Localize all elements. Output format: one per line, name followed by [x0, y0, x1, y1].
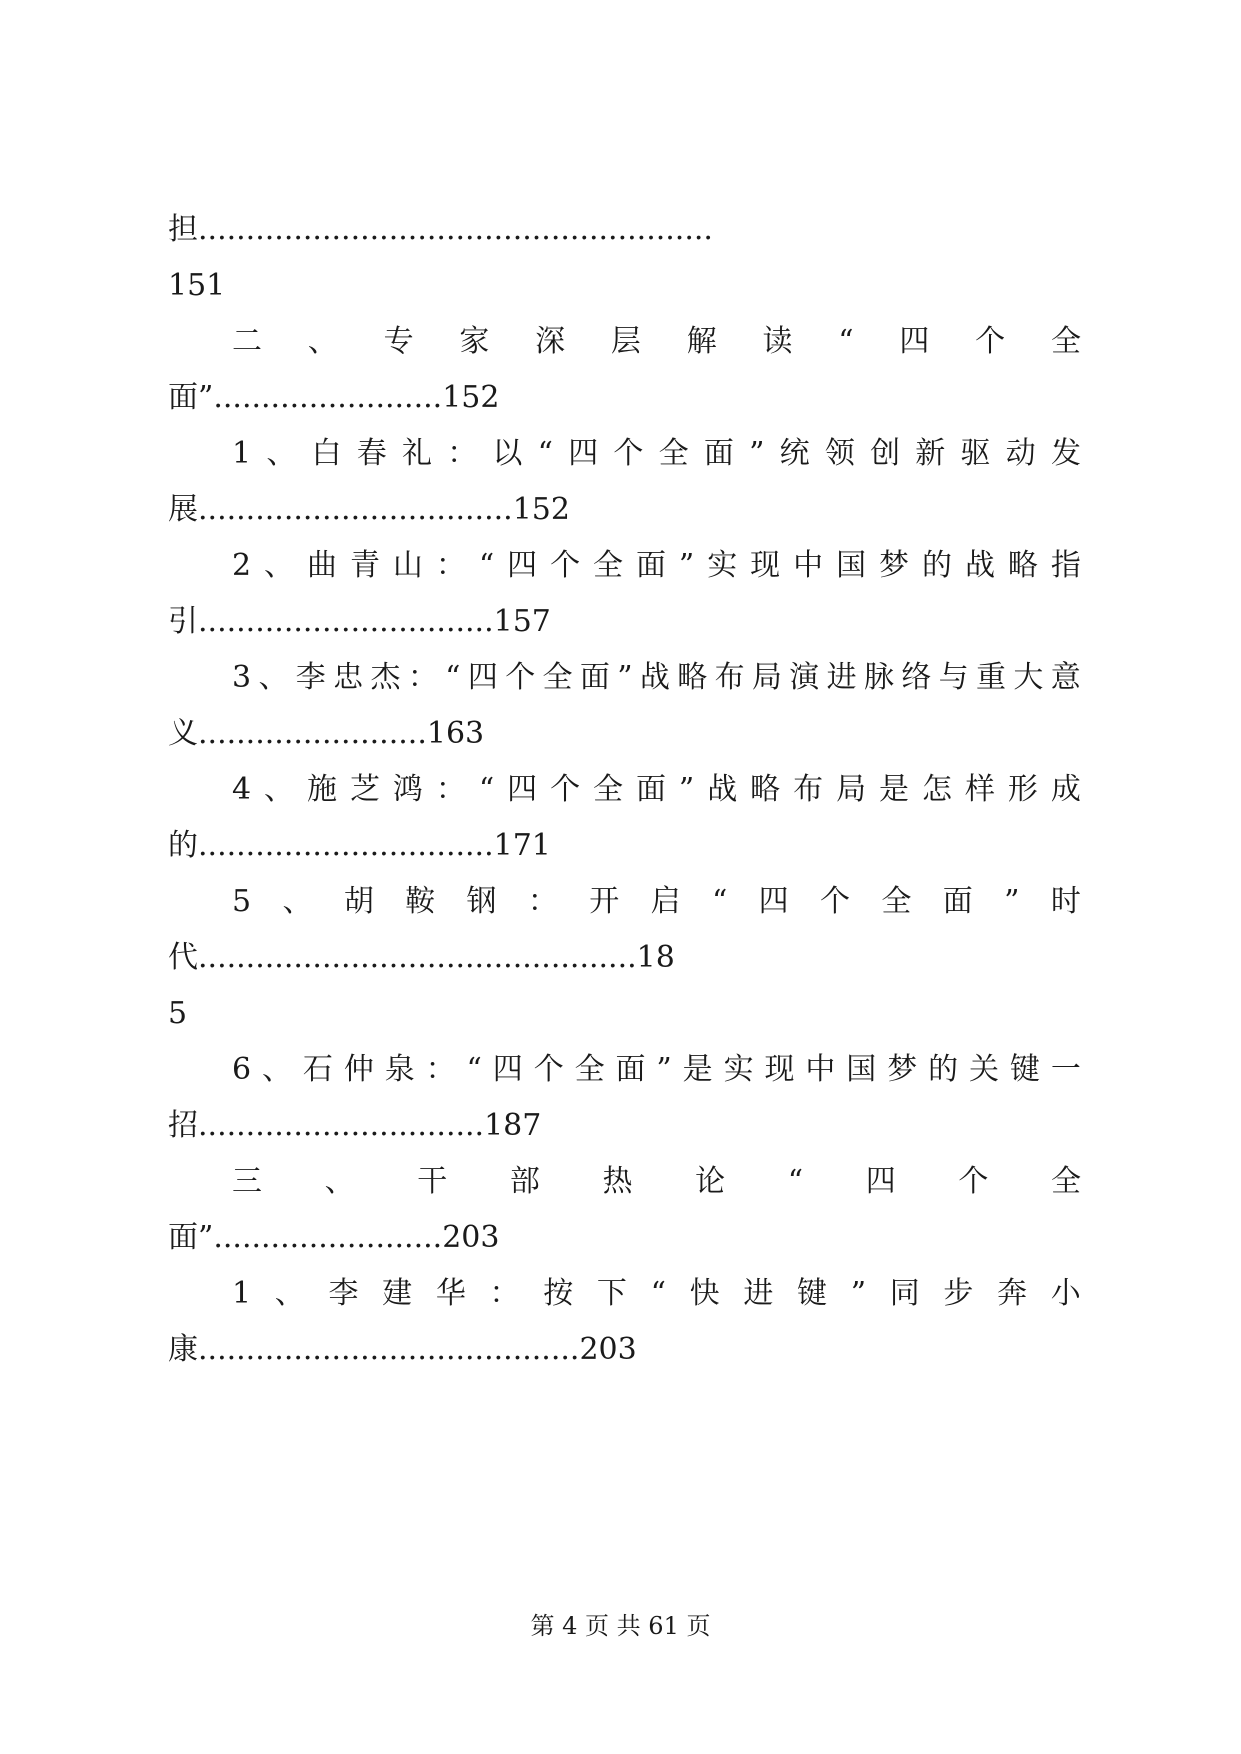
toc-line-16 — [232, 1052, 1081, 1088]
toc-char: 李 — [295, 660, 326, 695]
toc-line-19: 面”........................203 — [168, 1220, 500, 1255]
toc-char: 、 — [307, 324, 338, 359]
toc-char: 实 — [723, 1052, 754, 1087]
toc-char: 键 — [797, 1276, 827, 1311]
toc-char: 四 — [568, 436, 599, 471]
toc-char: 略 — [677, 660, 708, 695]
toc-char: 春 — [356, 436, 387, 471]
toc-char: 、 — [324, 1164, 355, 1199]
toc-char: 、 — [258, 660, 289, 695]
toc-char: 四 — [492, 1052, 523, 1087]
toc-char: 面 — [579, 660, 610, 695]
toc-char: 个 — [550, 772, 581, 807]
toc-char: 个 — [533, 1052, 564, 1087]
toc-line-9 — [232, 660, 1081, 696]
toc-char: 忠 — [333, 660, 364, 695]
toc-char: 略 — [1007, 548, 1038, 583]
toc-char: 驱 — [960, 436, 991, 471]
toc-char: 面 — [635, 772, 666, 807]
toc-line-21: 康........................................203 — [168, 1332, 637, 1367]
toc-char: 三 — [232, 1164, 262, 1199]
toc-char: “ — [711, 884, 728, 919]
toc-char: “ — [478, 548, 495, 583]
toc-char: 是 — [682, 1052, 713, 1087]
toc-line-4: 面”........................152 — [168, 380, 500, 415]
toc-char: 的 — [928, 1052, 959, 1087]
toc-char: 怎 — [921, 772, 952, 807]
toc-char: 形 — [1007, 772, 1038, 807]
toc-char: 下 — [596, 1276, 627, 1311]
toc-char: 、 — [282, 884, 313, 919]
toc-line-17: 招..............................187 — [168, 1108, 542, 1143]
toc-char: 梦 — [879, 548, 910, 583]
toc-char: “ — [787, 1164, 804, 1199]
toc-char: 读 — [762, 324, 793, 359]
toc-char: ： — [489, 1276, 520, 1311]
toc-char: ” — [617, 660, 633, 695]
toc-char: 小 — [1050, 1276, 1081, 1311]
toc-char: 的 — [921, 548, 952, 583]
toc-char: 个 — [820, 884, 851, 919]
toc-line-11 — [232, 772, 1081, 808]
toc-char: ” — [749, 436, 765, 471]
toc-char: 全 — [542, 660, 573, 695]
toc-line-13 — [232, 884, 1081, 920]
toc-char: ” — [678, 548, 695, 583]
toc-char: 键 — [1009, 1052, 1040, 1087]
toc-char: 创 — [870, 436, 901, 471]
toc-char: 奔 — [997, 1276, 1028, 1311]
toc-char: 曲 — [307, 548, 337, 583]
toc-char: 全 — [593, 772, 624, 807]
toc-char: 杰 — [370, 660, 401, 695]
toc-char: 战 — [964, 548, 995, 583]
toc-char: 发 — [1050, 436, 1081, 471]
toc-char: 开 — [589, 884, 620, 919]
toc-char: 建 — [382, 1276, 413, 1311]
toc-char: ” — [1004, 884, 1020, 919]
toc-char: “ — [537, 436, 553, 471]
toc-char: ： — [407, 660, 438, 695]
toc-char: 快 — [689, 1276, 720, 1311]
toc-char: 国 — [836, 548, 867, 583]
toc-char: 统 — [779, 436, 810, 471]
toc-char: 动 — [1005, 436, 1036, 471]
toc-char: 大 — [1013, 660, 1044, 695]
toc-char: 石 — [302, 1052, 333, 1087]
toc-char: 全 — [881, 884, 912, 919]
toc-char: 局 — [836, 772, 867, 807]
toc-char: 全 — [574, 1052, 605, 1087]
toc-char: 施 — [307, 772, 337, 807]
toc-line-7 — [232, 548, 1081, 584]
toc-char: 脉 — [863, 660, 894, 695]
toc-line-12: 的...............................171 — [168, 828, 551, 863]
toc-char: 战 — [707, 772, 738, 807]
toc-char: ： — [447, 436, 478, 471]
toc-line-15: 5 — [168, 996, 188, 1031]
toc-char: 面 — [635, 548, 666, 583]
toc-char: ： — [435, 772, 466, 807]
toc-char: 个 — [550, 548, 581, 583]
toc-char: 中 — [805, 1052, 836, 1087]
toc-line-3 — [232, 324, 1081, 360]
toc-char: 个 — [975, 324, 1006, 359]
toc-char: 3 — [232, 660, 252, 695]
toc-char: “ — [445, 660, 461, 695]
toc-char: “ — [838, 324, 854, 359]
toc-char: 胡 — [343, 884, 374, 919]
toc-char: 山 — [392, 548, 423, 583]
toc-char: 时 — [1050, 884, 1081, 919]
toc-char: 局 — [751, 660, 782, 695]
toc-line-14: 代..............................................18 — [168, 940, 675, 975]
toc-char: 李 — [328, 1276, 359, 1311]
toc-char: 2 — [232, 548, 252, 583]
toc-char: 进 — [743, 1276, 774, 1311]
toc-char: 略 — [750, 772, 781, 807]
toc-char: ” — [678, 772, 695, 807]
toc-char: 步 — [943, 1276, 974, 1311]
toc-char: 四 — [899, 324, 930, 359]
toc-char: 、 — [264, 548, 295, 583]
toc-char: “ — [650, 1276, 666, 1311]
toc-char: 1 — [232, 1276, 252, 1311]
toc-char: ： — [527, 884, 558, 919]
toc-char: 热 — [602, 1164, 633, 1199]
toc-char: 泉 — [384, 1052, 415, 1087]
toc-char: 钢 — [466, 884, 497, 919]
toc-char: 现 — [764, 1052, 795, 1087]
toc-char: 四 — [507, 548, 538, 583]
toc-char: 以 — [492, 436, 523, 471]
toc-char: 意 — [1050, 660, 1081, 695]
toc-char: 家 — [459, 324, 490, 359]
toc-char: 面 — [615, 1052, 646, 1087]
toc-char: ： — [435, 548, 466, 583]
toc-char: 、 — [262, 1052, 292, 1087]
toc-line-5 — [232, 436, 1081, 472]
toc-char: 面 — [942, 884, 973, 919]
toc-char: 国 — [846, 1052, 877, 1087]
toc-char: 战 — [639, 660, 670, 695]
toc-char: 部 — [509, 1164, 540, 1199]
toc-char: 全 — [658, 436, 689, 471]
toc-line-6: 展.................................152 — [168, 492, 570, 527]
toc-char: 4 — [232, 772, 252, 807]
toc-char: 个 — [958, 1164, 989, 1199]
toc-char: 层 — [610, 324, 641, 359]
toc-char: 解 — [686, 324, 717, 359]
toc-char: 演 — [789, 660, 820, 695]
toc-char: 全 — [1050, 1164, 1081, 1199]
toc-char: 四 — [758, 884, 789, 919]
toc-line-2: 151 — [168, 268, 226, 303]
toc-line-18 — [232, 1164, 1081, 1200]
toc-char: 深 — [535, 324, 566, 359]
toc-char: 进 — [826, 660, 857, 695]
toc-char: 、 — [264, 772, 295, 807]
toc-char: 全 — [1050, 324, 1081, 359]
toc-char: 布 — [714, 660, 745, 695]
toc-char: 论 — [695, 1164, 726, 1199]
toc-char: 全 — [593, 548, 624, 583]
toc-char: 、 — [266, 436, 297, 471]
toc-char: 样 — [964, 772, 995, 807]
toc-char: 指 — [1050, 548, 1081, 583]
toc-char: 同 — [889, 1276, 920, 1311]
toc-char: 关 — [969, 1052, 999, 1087]
toc-char: 青 — [349, 548, 380, 583]
toc-char: 个 — [505, 660, 536, 695]
toc-char: 1 — [232, 436, 252, 471]
toc-char: 专 — [383, 324, 414, 359]
toc-char: 鞍 — [405, 884, 436, 919]
toc-char: 、 — [274, 1276, 305, 1311]
toc-char: 启 — [650, 884, 681, 919]
toc-char: 四 — [507, 772, 538, 807]
toc-char: 5 — [232, 884, 252, 919]
toc-char: 仲 — [343, 1052, 374, 1087]
toc-char: 个 — [613, 436, 644, 471]
toc-char: 按 — [543, 1276, 574, 1311]
page-footer: 第 4 页 共 61 页 — [530, 1612, 711, 1640]
toc-char: 重 — [976, 660, 1006, 695]
toc-char: ： — [425, 1052, 456, 1087]
toc-char: 一 — [1050, 1052, 1081, 1087]
toc-char: 鸿 — [392, 772, 423, 807]
toc-char: 芝 — [349, 772, 380, 807]
toc-char: 与 — [938, 660, 969, 695]
toc-line-8: 引...............................157 — [168, 604, 551, 639]
toc-char: 络 — [901, 660, 932, 695]
toc-line-20 — [232, 1276, 1081, 1312]
toc-char: 面 — [703, 436, 734, 471]
toc-char: 四 — [865, 1164, 896, 1199]
toc-char: 四 — [467, 660, 498, 695]
toc-char: 礼 — [401, 436, 432, 471]
toc-char: 新 — [915, 436, 946, 471]
toc-char: 成 — [1050, 772, 1081, 807]
toc-char: ” — [850, 1276, 867, 1311]
toc-char: 实 — [707, 548, 738, 583]
toc-char: 领 — [824, 436, 855, 471]
toc-char: 华 — [435, 1276, 466, 1311]
toc-char: 白 — [311, 436, 342, 471]
toc-char: 是 — [879, 772, 910, 807]
toc-char: “ — [466, 1052, 482, 1087]
toc-line-1: 担...................................................... — [168, 212, 713, 247]
toc-char: 布 — [793, 772, 824, 807]
toc-char: 梦 — [887, 1052, 918, 1087]
toc-char: “ — [478, 772, 495, 807]
toc-char: 二 — [232, 324, 262, 359]
toc-char: 6 — [232, 1052, 252, 1087]
toc-char: ” — [656, 1052, 672, 1087]
toc-char: 干 — [417, 1164, 448, 1199]
toc-char: 中 — [793, 548, 824, 583]
toc-line-10: 义........................163 — [168, 716, 485, 751]
toc-char: 现 — [750, 548, 781, 583]
